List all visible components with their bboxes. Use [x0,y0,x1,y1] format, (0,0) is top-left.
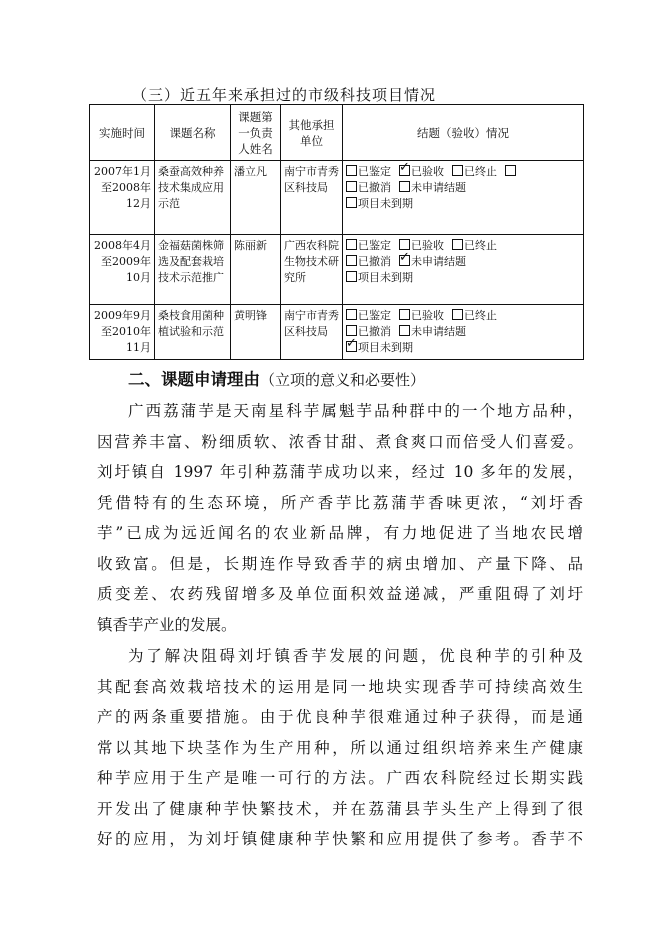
section2-note: （立项的意义和必要性） [260,371,426,389]
status-line [346,196,580,212]
status-option[interactable] [399,308,444,324]
header-name: 课题名称 [155,105,231,161]
status-option[interactable] [399,180,466,196]
cell-status [343,235,584,305]
paragraph-line: 常以其地下块茎作为生产用种，所以通过组织培养来生产健康 [97,738,583,757]
paragraph-line: 凭借特有的生态环境，所产香芋比荔蒲芋香味更浓，“刘圩香 [97,493,583,512]
status-option[interactable] [346,254,391,270]
status-option-label: 已鉴定 [358,165,391,178]
cell-name: 金福菇菌株筛选及配套栽培技术示范推广 [155,235,231,305]
status-option-label: 已验收 [411,239,444,252]
section2-title: 二、课题申请理由 [128,370,260,389]
status-line [346,270,580,286]
table-row [90,305,584,360]
status-option-label: 已撤消 [358,325,391,338]
cell-leader: 黄明锋 [231,305,281,360]
status-option-label: 已终止 [464,239,497,252]
section3-title: （三）近五年来承担过的市级科技项目情况 [132,86,437,104]
paragraph-line: 其配套高效栽培技术的运用是同一地块实现香芋可持续高效生 [97,677,583,696]
checkbox-icon[interactable] [399,239,410,250]
status-line [346,324,580,340]
paragraph-line: 镇香芋产业的发展。 [97,615,237,634]
status-option[interactable] [452,308,497,324]
status-option-label: 已验收 [411,165,444,178]
status-option[interactable] [505,164,517,180]
header-status: 结题（验收）情况 [343,105,584,161]
table-header-row [90,105,584,161]
checkbox-icon[interactable] [505,165,516,176]
paragraph-line: 广西荔蒲芋是天南星科芋属魁芋品种群中的一个地方品种， [128,402,583,420]
paragraph-line: 芋”已成为远近闻名的农业新品牌，有力地促进了当地农民增 [97,524,583,542]
paragraph-line: 为了解决阻碍刘圩镇香芋发展的问题，优良种芋的引种及 [128,647,583,665]
paragraph-line: 开发出了健康种芋快繁技术，并在荔蒲县芋头生产上得到了很 [97,799,583,818]
paragraph [97,396,583,640]
status-option[interactable] [399,324,466,340]
checkbox-icon[interactable] [346,271,357,282]
cell-time: 2008年4月至2009年10月 [90,235,155,305]
paragraph-line: 因营养丰富、粉细质软、浓香甘甜、煮食爽口而倍受人们喜爱。 [97,432,583,451]
status-option-label: 已鉴定 [358,309,391,322]
status-option-label: 已鉴定 [358,239,391,252]
checked-box-icon[interactable] [399,165,410,176]
checkbox-icon[interactable] [399,181,410,192]
checkbox-icon[interactable] [399,309,410,320]
checkbox-icon[interactable] [346,181,357,192]
checkbox-icon[interactable] [452,309,463,320]
status-option[interactable] [346,308,391,324]
status-option-label: 未申请结题 [411,325,466,338]
checkbox-icon[interactable] [452,165,463,176]
status-option[interactable] [399,254,466,270]
paragraph-line: 种芋应用于生产是唯一可行的方法。广西农科院经过长期实践 [97,769,583,787]
body-text [97,396,583,856]
status-line [346,340,580,356]
paragraph-line: 质变差、农药残留增多及单位面积效益递减，严重阻碍了刘圩 [97,585,583,603]
status-option[interactable] [346,340,413,356]
checked-box-icon[interactable] [346,341,357,352]
table-row [90,161,584,235]
cell-time: 2009年9月至2010年11月 [90,305,155,360]
checkbox-icon[interactable] [452,239,463,250]
section2-heading [128,366,425,390]
status-option[interactable] [452,164,497,180]
status-option-label: 已终止 [464,165,497,178]
status-option-label: 未申请结题 [411,255,466,268]
status-option[interactable] [399,164,444,180]
status-option[interactable] [452,238,497,254]
status-line [346,308,580,324]
status-option-label: 项目未到期 [358,341,413,354]
checkbox-icon[interactable] [346,197,357,208]
paragraph-line: 收致富。但是，长期连作导致香芋的病虫增加、产量下降、品 [97,554,583,573]
table-row [90,235,584,305]
status-option[interactable] [346,270,413,286]
header-leader: 课题第一负责人姓名 [231,105,281,161]
cell-name: 桑蚕高效种养技术集成应用示范 [155,161,231,235]
paragraph-line: 刘圩镇自 1997 年引种荔蒲芋成功以来，经过 10 多年的发展， [97,463,583,481]
checkbox-icon[interactable] [346,309,357,320]
status-option-label: 项目未到期 [358,197,413,210]
cell-leader: 潘立凡 [231,161,281,235]
cell-leader: 陈丽新 [231,235,281,305]
status-option[interactable] [346,196,413,212]
cell-units: 广西农科院生物技术研究所 [281,235,343,305]
paragraph-line: 好的应用，为刘圩镇健康种芋快繁和应用提供了参考。香芋不 [97,830,583,848]
status-option[interactable] [346,164,391,180]
status-option-label: 未申请结题 [411,181,466,194]
status-option-label: 项目未到期 [358,271,413,284]
paragraph [97,641,583,855]
status-line [346,164,580,180]
cell-status [343,161,584,235]
checkbox-icon[interactable] [346,239,357,250]
status-option-label: 已撤消 [358,255,391,268]
status-option[interactable] [346,238,391,254]
status-option[interactable] [346,180,391,196]
paragraph-line: 产的两条重要措施。由于优良种芋很难通过种子获得，而是通 [97,708,583,726]
checkbox-icon[interactable] [346,165,357,176]
project-table [89,104,584,360]
status-line [346,180,580,196]
status-line [346,254,580,270]
cell-name: 桑枝食用菌种植试验和示范 [155,305,231,360]
status-line [346,238,580,254]
status-option-label: 已撤消 [358,181,391,194]
checkbox-icon[interactable] [346,325,357,336]
status-option-label: 已验收 [411,309,444,322]
status-option-label: 已终止 [464,309,497,322]
cell-status [343,305,584,360]
checkbox-icon[interactable] [346,255,357,266]
cell-units: 南宁市青秀区科技局 [281,305,343,360]
checked-box-icon[interactable] [399,255,410,266]
header-units: 其他承担单位 [281,105,343,161]
cell-time: 2007年1月至2008年12月 [90,161,155,235]
cell-units: 南宁市青秀区科技局 [281,161,343,235]
checkbox-icon[interactable] [399,325,410,336]
header-time: 实施时间 [90,105,155,161]
